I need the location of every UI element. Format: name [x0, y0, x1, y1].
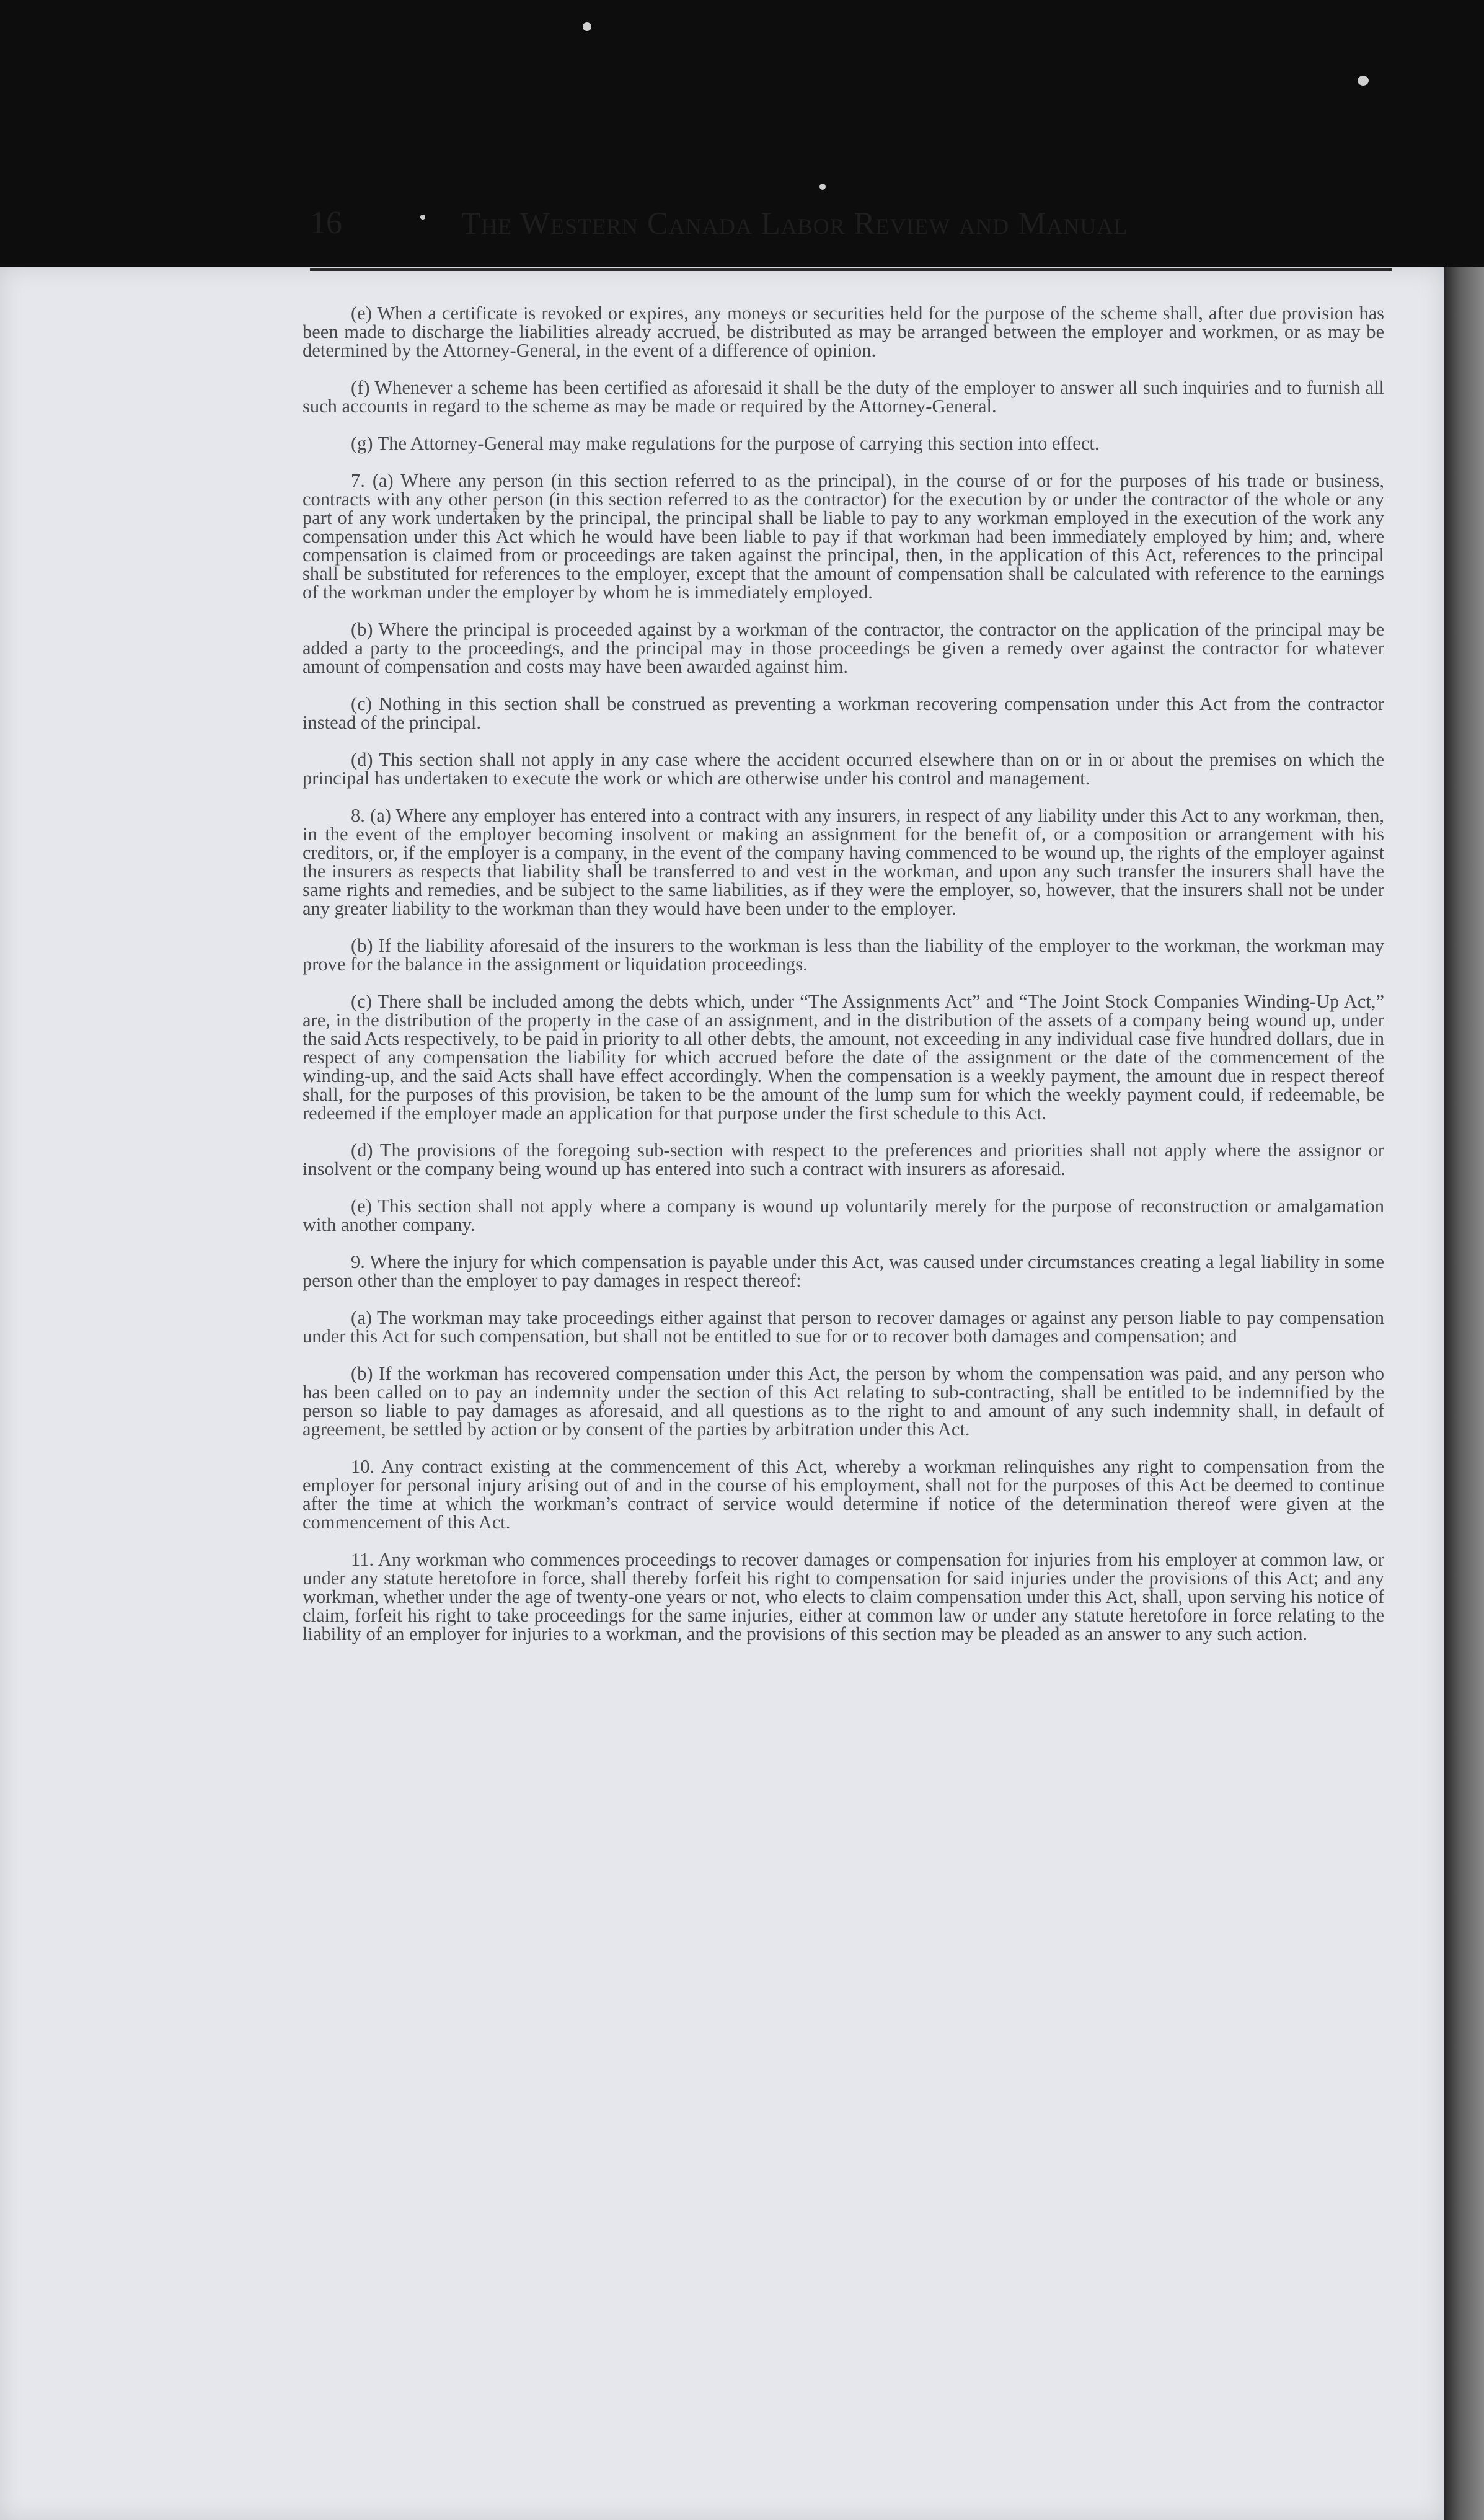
paragraph: (b) If the liability aforesaid of the insurers to the workman is less than the liability of the employer to the workman, the workman may prove for the balance in the assignment or liquidation proceedings. — [303, 935, 1384, 975]
header-rule — [310, 268, 1392, 271]
paragraph: 7. (a) Where any person (in this section referred to as the principal), in the course of or for the purposes of his trade or business, contracts with any other person (in this section referred to as the contractor) for the execution by or under the contractor of the whole or any part of any work undertaken by the principal, the principal shall be liable to pay to any workman employed in the execution of the work any compensation under this Act which he would have been liable to pay if that workman had been immediately employed by him; and, where compensation is claimed from or proceedings are taken against the principal, then, in the application of this Act, references to the principal shall be substituted for references to the employer, except that the amount of compensation shall be calculated with reference to the earnings of the workman under the employer by whom he is immediately employed. — [303, 470, 1384, 603]
dust-speck — [819, 184, 826, 190]
body-text — [303, 304, 1384, 1662]
page-header — [310, 205, 1392, 254]
paragraph: (f) Whenever a scheme has been certified as aforesaid it shall be the duty of the employer to answer all such inquiries and to furnish all such accounts in regard to the scheme as may be made or required by the Attorney-General. — [303, 377, 1384, 417]
page-number: 16 — [310, 205, 342, 241]
dust-speck — [583, 22, 591, 31]
page-edge — [1444, 267, 1484, 2520]
dust-speck — [1358, 76, 1369, 86]
paragraph: (e) When a certificate is revoked or expires, any moneys or securities held for the purpose of the scheme shall, after due provision has been made to discharge the liabilities already accrued, be distributed as may be arranged between the employer and workmen, or as may be determined by the Attorney-General, in the event of a difference of opinion. — [303, 303, 1384, 361]
paragraph: (c) There shall be included among the debts which, under “The Assignments Act” and “The Joint Stock Companies Winding-Up Act,” are, in the distribution of the property in the case of an assignment, and in the distribution of the assets of a company being wound up, under the said Acts respectively, to be paid in priority to all other debts, the amount, not exceeding in any individual case five hundred dollars, due in respect of any compensation the liability for which accrued before the date of the assignment or the date of the commencement of the winding-up, and the said Acts shall have effect accordingly. When the compensation is a weekly payment, the amount due in respect thereof shall, for the purposes of this provision, be taken to be the amount of the lump sum for which the weekly payment could, if redeemable, be redeemed if the employer made an application for that purpose under the first schedule to this Act. — [303, 991, 1384, 1124]
paragraph: (g) The Attorney-General may make regulations for the purpose of carrying this section into effect. — [351, 433, 1100, 454]
paragraph: 11. Any workman who commences proceedings to recover damages or compensation for injuries from his employer at common law, or under any statute heretofore in force, shall thereby forfeit his right to compensation for said injuries under the provisions of this Act; and any workman, whether under the age of twenty-one years or not, who elects to claim compensation under this Act, shall, upon serving his notice of claim, forfeit his right to take proceedings for the same injuries, either at common law or under any statute heretofore in force relating to the liability of an employer for injuries to a workman, and the provisions of this section may be pleaded as an answer to any such action. — [303, 1549, 1384, 1644]
paragraph: (b) If the workman has recovered compensation under this Act, the person by whom the compensation was paid, and any person who has been called on to pay an indemnity under the section of this Act relating to sub-contracting, shall be entitled to be indemnified by the person so liable to pay damages as aforesaid, and all questions as to the right to and amount of any such indemnity shall, in default of agreement, be settled by action or by consent of the parties by arbitration under this Act. — [303, 1363, 1384, 1440]
running-title: The Western Canada Labor Review and Manual — [461, 206, 1128, 241]
paragraph: (c) Nothing in this section shall be construed as preventing a workman recovering compensation under this Act from the contractor instead of the principal. — [303, 693, 1384, 733]
paragraph: 9. Where the injury for which compensation is payable under this Act, was caused under circumstances creating a legal liability in some person other than the employer to pay damages in respect thereof: — [303, 1251, 1384, 1291]
paragraph: 10. Any contract existing at the commencement of this Act, whereby a workman relinquishes any right to compensation from the employer for personal injury arising out of and in the course of his employment, shall not for the purposes of this Act be deemed to continue after the time at which the workman’s contract of service would determine if notice of the determination thereof were given at the commencement of this Act. — [303, 1456, 1384, 1533]
paragraph: (d) This section shall not apply in any case where the accident occurred elsewhere than on or in or about the premises on which the principal has undertaken to execute the work or which are otherwise under his control and management. — [303, 749, 1384, 789]
paragraph: (d) The provisions of the foregoing sub-section with respect to the preferences and priorities shall not apply where the assignor or insolvent or the company being wound up has entered into such a contract with insurers as aforesaid. — [303, 1140, 1384, 1179]
paragraph: (a) The workman may take proceedings either against that person to recover damages or against any person liable to pay compensation under this Act for such compensation, but shall not be entitled to sue for or to recover both damages and compensation; and — [303, 1307, 1384, 1347]
paragraph: (b) Where the principal is proceeded against by a workman of the contractor, the contractor on the application of the principal may be added a party to the proceedings, and the principal may in those proceedings be given a remedy over against the contractor for whatever amount of compensation and costs may have been awarded against him. — [303, 619, 1384, 677]
paragraph: 8. (a) Where any employer has entered into a contract with any insurers, in respect of any liability under this Act to any workman, then, in the event of the employer becoming insolvent or making an assignment for the benefit of, or a composition or arrangement with his creditors, or, if the employer is a company, in the event of the company having commenced to be wound up, the rights of the employer against the insurers as respects that liability shall be transferred to and vest in the workman, and upon any such transfer the insurers shall have the same rights and remedies, and be subject to the same liabilities, as if they were the employer, so, however, that the insurers shall not be under any greater liability to the workman than they would have been under to the employer. — [303, 805, 1384, 919]
paragraph: (e) This section shall not apply where a company is wound up voluntarily merely for the purpose of reconstruction or amalgamation with another company. — [303, 1196, 1384, 1235]
